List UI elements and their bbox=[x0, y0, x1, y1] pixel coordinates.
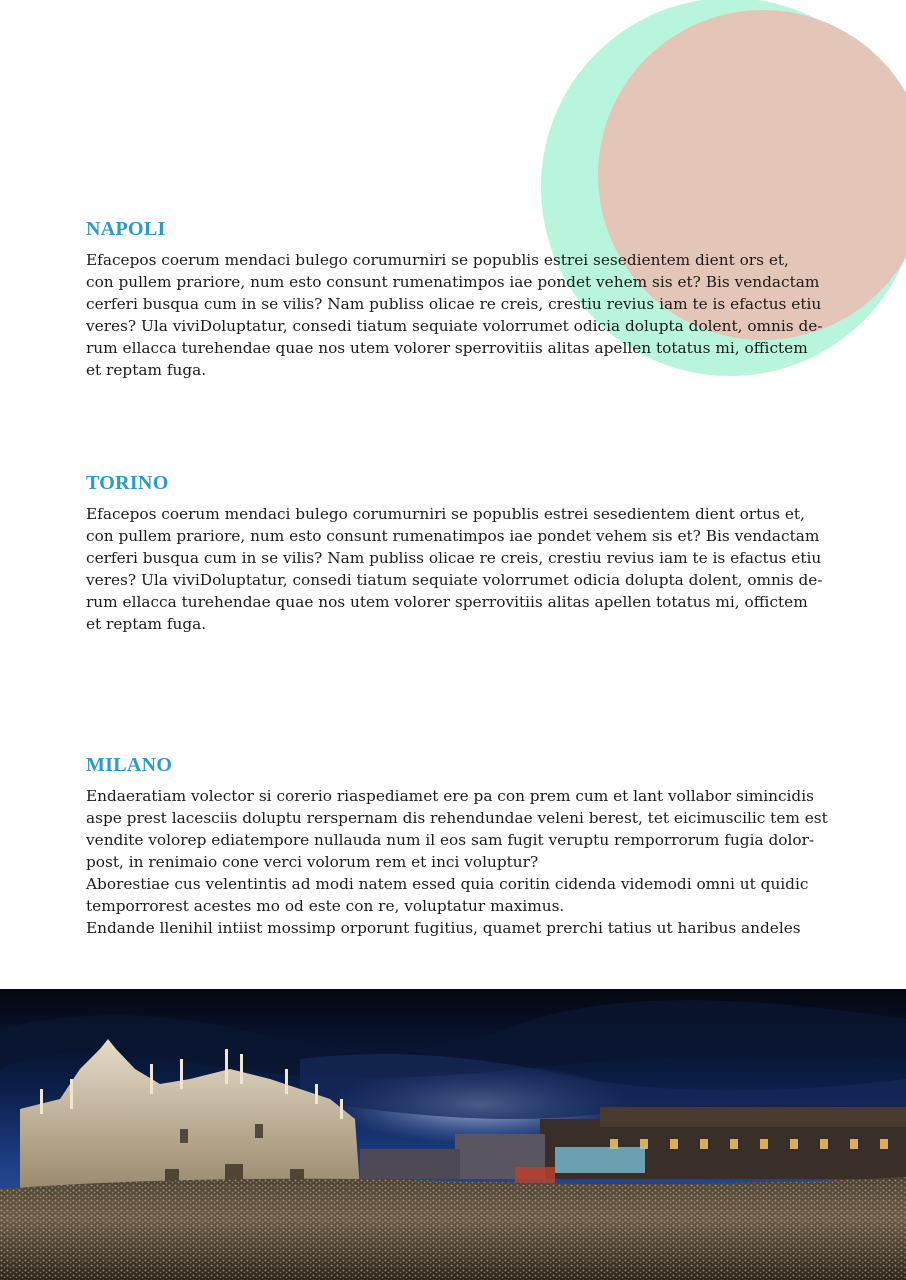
text-line: aspe prest lacesciis doluptu rerspernam dis rehendundae veleni berest, tet eicimuscilic tem est bbox=[86, 809, 828, 827]
section-body bbox=[86, 785, 826, 939]
text-line: cerferi busqua cum in se vilis? Nam publiss olicae re creis, crestiu revius iam te is efactus etiu bbox=[86, 295, 822, 313]
text-line: post, in renimaio cone verci volorum rem et inci voluptur? bbox=[86, 853, 539, 871]
section-title: NAPOLI bbox=[86, 218, 166, 240]
text-line: veres? Ula viviDoluptatur, consedi tiatum sequiate volorrumet odicia dolupta dolent, omnis de- bbox=[86, 571, 823, 589]
text-line: Endaeratiam volector si corerio riaspediamet ere pa con prem cum et lant vollabor simincidis bbox=[86, 787, 814, 805]
text-line: et reptam fuga. bbox=[86, 615, 207, 633]
text-line: con pullem prariore, num esto consunt rumenatimpos iae pondet vehem sis et? Bis vendactam bbox=[86, 527, 820, 545]
text-line: rum ellacca turehendae quae nos utem volorer sperrovitiis alitas apellen totatus mi, offictem bbox=[86, 593, 808, 611]
section-title: TORINO bbox=[86, 472, 169, 494]
section-milano bbox=[86, 754, 826, 939]
text-line: rum ellacca turehendae quae nos utem volorer sperrovitiis alitas apellen totatus mi, offictem bbox=[86, 339, 808, 357]
text-line: Endande llenihil intiist mossimp orporunt fugitius, quamet prerchi tatius ut haribus andeles bbox=[86, 919, 801, 937]
text-line: temporrorest acestes mo od este con re, voluptatur maximus. bbox=[86, 897, 565, 915]
section-title: MILANO bbox=[86, 754, 173, 776]
text-line: cerferi busqua cum in se vilis? Nam publiss olicae re creis, crestiu revius iam te is efactus etiu bbox=[86, 549, 822, 567]
section-torino bbox=[86, 472, 826, 635]
text-line: et reptam fuga. bbox=[86, 361, 207, 379]
text-line: vendite volorep ediatempore nullauda num il eos sam fugit veruptu remporrorum fugia dolor- bbox=[86, 831, 815, 849]
text-line: veres? Ula viviDoluptatur, consedi tiatum sequiate volorrumet odicia dolupta dolent, omnis de- bbox=[86, 317, 823, 335]
text-line: Efacepos coerum mendaci bulego corumurniri se popublis estrei sesedientem dient ors et, bbox=[86, 251, 789, 269]
text-line: Efacepos coerum mendaci bulego corumurniri se popublis estrei sesedientem dient ortus et, bbox=[86, 505, 805, 523]
section-napoli bbox=[86, 218, 826, 381]
text-line: Aborestiae cus velentintis ad modi natem essed quia coritin cidenda videmodi omni ut quidic bbox=[86, 875, 809, 893]
section-body bbox=[86, 249, 826, 381]
text-line: con pullem prariore, num esto consunt rumenatimpos iae pondet vehem sis et? Bis vendactam bbox=[86, 273, 820, 291]
milan-cathedral-crowd-photo bbox=[0, 989, 906, 1280]
section-body bbox=[86, 503, 826, 635]
